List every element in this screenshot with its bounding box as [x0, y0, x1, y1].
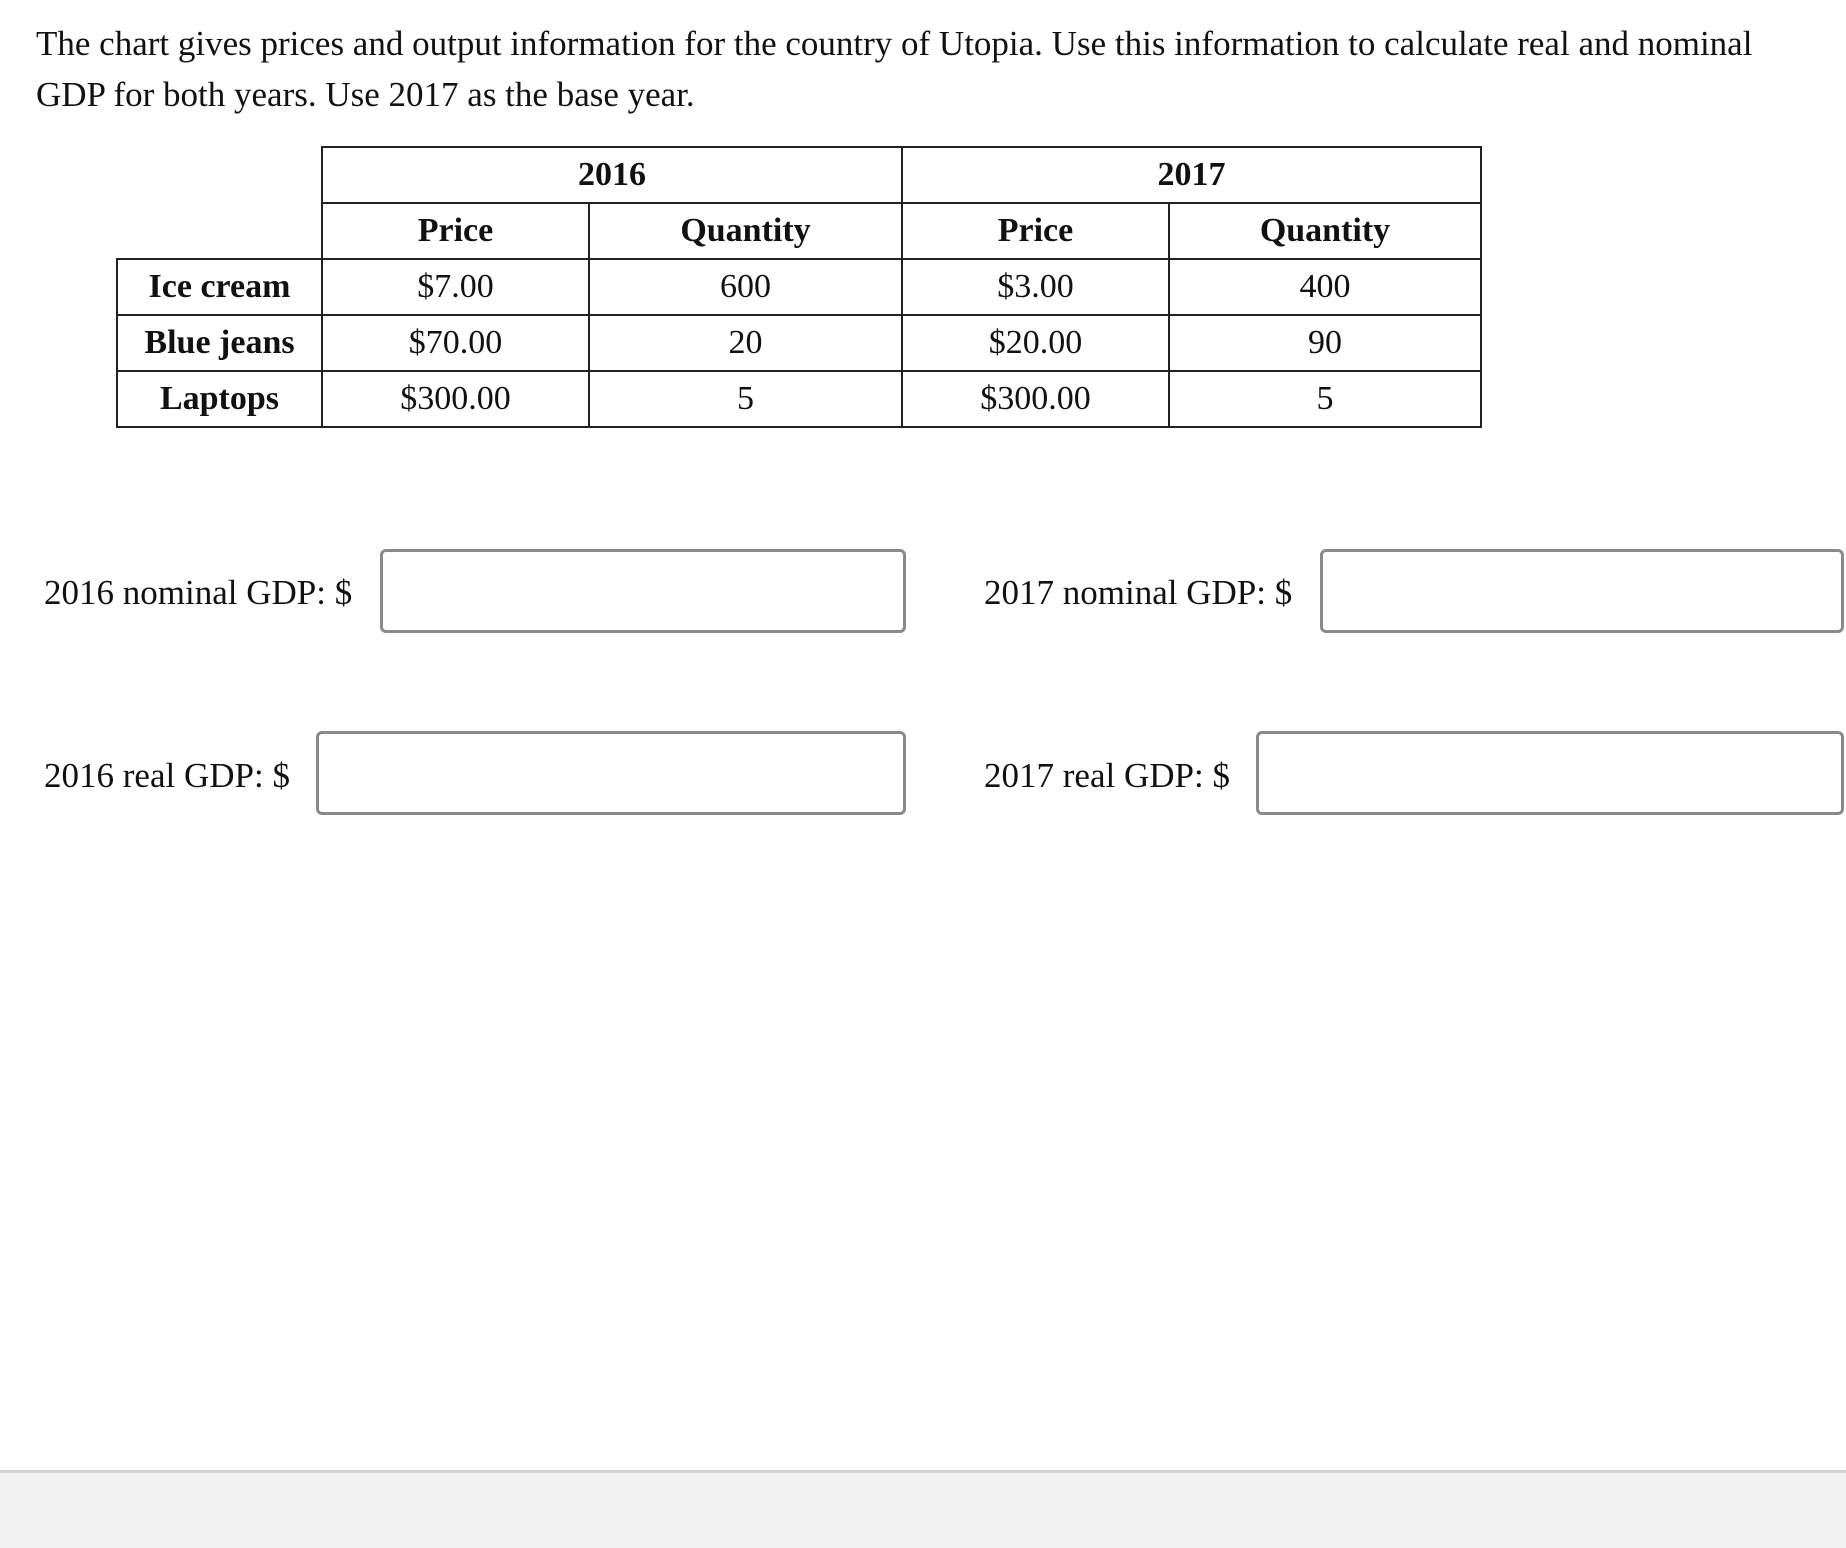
row-label-ice-cream: Ice cream: [117, 259, 322, 315]
table-cell: 600: [589, 259, 902, 315]
real-gdp-2017-label: 2017 real GDP: $: [984, 756, 1230, 795]
table-row: [117, 315, 1481, 371]
real-gdp-2016-input[interactable]: [316, 731, 906, 815]
question-text: The chart gives prices and output information for the country of Utopia. Use this information to calculate real and nominal GDP for both years. Use 2017 as the base year.: [36, 24, 1753, 114]
nominal-gdp-2016-label: 2016 nominal GDP: $: [44, 573, 353, 612]
column-header-quantity-2016: Quantity: [589, 203, 902, 259]
table-cell: $70.00: [322, 315, 589, 371]
table-cell: $300.00: [902, 371, 1169, 427]
table-corner: [117, 147, 322, 203]
row-label-laptops: Laptops: [117, 371, 322, 427]
real-gdp-2016-label: 2016 real GDP: $: [44, 756, 290, 795]
table-cell: 90: [1169, 315, 1481, 371]
year-header-2017: 2017: [902, 147, 1481, 203]
table-corner: [117, 203, 322, 259]
column-header-price-2017: Price: [902, 203, 1169, 259]
nominal-gdp-2017-label: 2017 nominal GDP: $: [984, 573, 1293, 612]
real-gdp-2017-input[interactable]: [1256, 731, 1844, 815]
year-header-2016: 2016: [322, 147, 902, 203]
footer-bar: [0, 1473, 1846, 1548]
nominal-gdp-2016-input[interactable]: [380, 549, 906, 633]
price-output-table: [116, 146, 1482, 428]
column-header-price-2016: Price: [322, 203, 589, 259]
table-row: [117, 371, 1481, 427]
table-cell: 5: [1169, 371, 1481, 427]
table-cell: 400: [1169, 259, 1481, 315]
column-header-quantity-2017: Quantity: [1169, 203, 1481, 259]
table-cell: $7.00: [322, 259, 589, 315]
table-cell: $20.00: [902, 315, 1169, 371]
row-label-blue-jeans: Blue jeans: [117, 315, 322, 371]
table-cell: 5: [589, 371, 902, 427]
table-row: [117, 259, 1481, 315]
subheader-row: [117, 203, 1481, 259]
year-header-row: [117, 147, 1481, 203]
table-cell: 20: [589, 315, 902, 371]
table-cell: $300.00: [322, 371, 589, 427]
table-cell: $3.00: [902, 259, 1169, 315]
nominal-gdp-2017-input[interactable]: [1320, 549, 1844, 633]
